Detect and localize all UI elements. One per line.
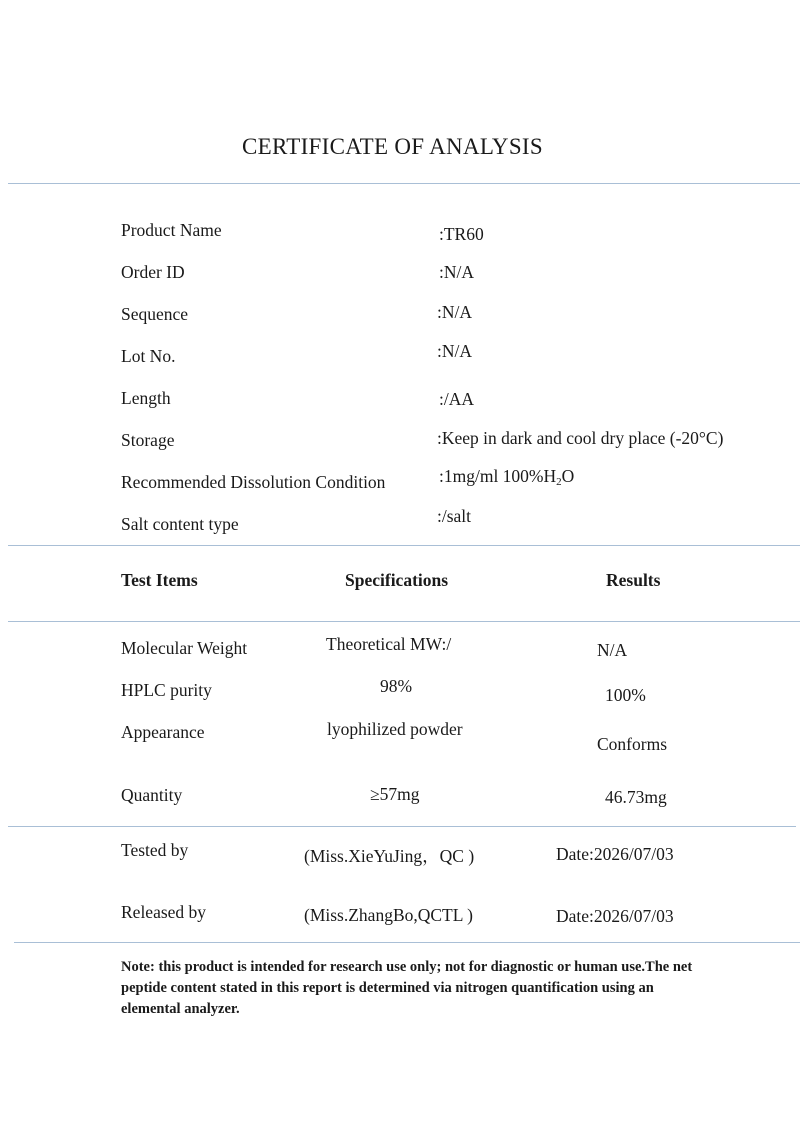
document-title: CERTIFICATE OF ANALYSIS [242, 134, 543, 159]
dissolution-label: Recommended Dissolution Condition [121, 472, 386, 492]
table-divider [8, 826, 796, 827]
row-item-quantity: Quantity [121, 785, 183, 805]
dissolution-value-prefix: :1mg/ml 100%H [439, 466, 557, 486]
order-id-label: Order ID [121, 262, 185, 282]
length-value: :/AA [439, 389, 474, 409]
row-spec-molecular-weight: Theoretical MW:/ [326, 634, 452, 654]
row-spec-quantity: ≥57mg [370, 784, 420, 804]
dissolution-value-subscript: 2 [556, 476, 562, 488]
row-item-appearance: Appearance [121, 722, 205, 742]
salt-value: :/salt [437, 506, 472, 526]
tested-by-label: Tested by [121, 840, 189, 860]
info-divider [8, 545, 800, 546]
tested-by-person: (Miss.XieYuJing，QC ) [304, 846, 475, 866]
lot-no-value: :N/A [437, 341, 472, 361]
product-name-label: Product Name [121, 220, 222, 240]
salt-label: Salt content type [121, 514, 239, 534]
signoff-divider [14, 942, 800, 943]
storage-label: Storage [121, 430, 175, 450]
header-results: Results [606, 570, 661, 590]
released-by-label: Released by [121, 902, 207, 922]
row-item-molecular-weight: Molecular Weight [121, 638, 248, 658]
header-specifications: Specifications [345, 570, 449, 590]
dissolution-value-suffix: O [561, 466, 575, 486]
row-result-quantity: 46.73mg [605, 787, 667, 807]
title-divider [8, 183, 800, 184]
product-name-value: :TR60 [439, 224, 484, 244]
row-spec-hplc-purity: 98% [380, 676, 413, 696]
row-result-appearance: Conforms [597, 734, 667, 754]
table-header-divider [8, 621, 800, 622]
research-use-note: Note: this product is intended for research use only; not for diagnostic or human use.The net peptide content stated in this report is determined via nitrogen quantification using an elemental analyzer. [121, 959, 693, 1017]
row-result-hplc-purity: 100% [605, 685, 646, 705]
row-item-hplc-purity: HPLC purity [121, 680, 212, 700]
order-id-value: :N/A [439, 262, 474, 282]
sequence-label: Sequence [121, 304, 189, 324]
released-by-person: (Miss.ZhangBo,QCTL ) [304, 905, 473, 925]
row-spec-appearance: lyophilized powder [327, 719, 463, 739]
released-by-date: Date:2026/07/03 [556, 906, 674, 926]
lot-no-label: Lot No. [121, 346, 176, 366]
row-result-molecular-weight: N/A [597, 640, 628, 660]
length-label: Length [121, 388, 171, 408]
header-test-items: Test Items [121, 570, 198, 590]
dissolution-value [439, 466, 574, 488]
storage-value: :Keep in dark and cool dry place (-20°C) [437, 428, 724, 448]
sequence-value: :N/A [437, 302, 472, 322]
tested-by-date: Date:2026/07/03 [556, 844, 674, 864]
